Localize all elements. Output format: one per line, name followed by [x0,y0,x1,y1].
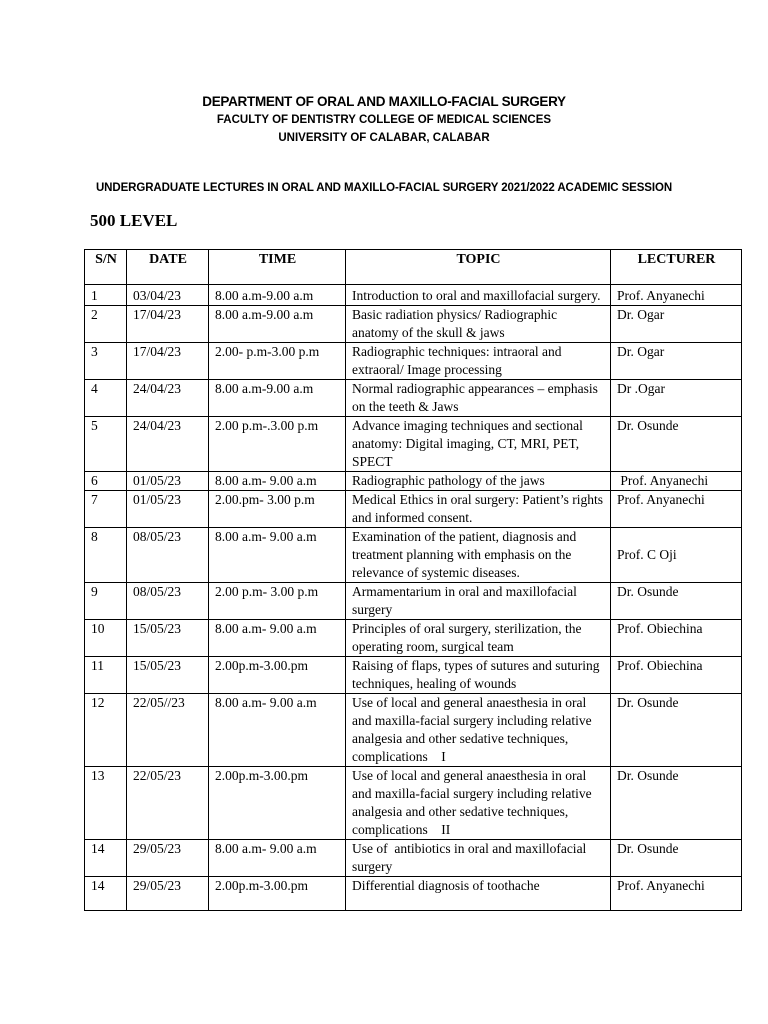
cell-date: 01/05/23 [127,491,209,528]
cell-lecturer: Dr. Ogar [611,343,742,380]
cell-lecturer: Prof. Obiechina [611,620,742,657]
cell-topic: Use of local and general anaesthesia in oral and maxilla-facial surgery including relative analgesia and other sedative techniques, complications II [346,767,611,840]
cell-time: 8.00 a.m-9.00 a.m [209,380,346,417]
cell-sn: 12 [85,694,127,767]
cell-date: 17/04/23 [127,306,209,343]
cell-topic: Radiographic pathology of the jaws [346,472,611,491]
table-row [85,491,742,528]
cell-date: 29/05/23 [127,840,209,877]
cell-sn: 6 [85,472,127,491]
cell-date: 01/05/23 [127,472,209,491]
cell-time: 8.00 a.m-9.00 a.m [209,285,346,306]
cell-time: 8.00 a.m- 9.00 a.m [209,528,346,583]
cell-lecturer: Prof. Anyanechi [611,491,742,528]
department-title: DEPARTMENT OF ORAL AND MAXILLO-FACIAL SURGERY [202,94,566,109]
cell-time: 2.00p.m-3.00.pm [209,767,346,840]
cell-topic: Use of antibiotics in oral and maxillofacial surgery [346,840,611,877]
university-title: UNIVERSITY OF CALABAR, CALABAR [278,132,490,144]
cell-lecturer: Dr. Osunde [611,417,742,472]
cell-topic: Medical Ethics in oral surgery: Patient’s rights and informed consent. [346,491,611,528]
cell-time: 2.00p.m-3.00.pm [209,657,346,694]
cell-time: 2.00.pm- 3.00 p.m [209,491,346,528]
cell-lecturer: Dr. Osunde [611,767,742,840]
table-row [85,417,742,472]
cell-date: 08/05/23 [127,583,209,620]
cell-topic: Normal radiographic appearances – emphasis on the teeth & Jaws [346,380,611,417]
table-row [85,694,742,767]
session-subtitle: UNDERGRADUATE LECTURES IN ORAL AND MAXILLO-FACIAL SURGERY 2021/2022 ACADEMIC SESSION [95,182,673,194]
table-row [85,840,742,877]
cell-lecturer: Prof. C Oji [611,528,742,583]
cell-sn: 5 [85,417,127,472]
cell-lecturer: Prof. Anyanechi [611,472,742,491]
column-header-sn: S/N [85,250,127,285]
table-row [85,380,742,417]
column-header-topic: TOPIC [346,250,611,285]
table-row [85,620,742,657]
table-row [85,343,742,380]
cell-topic: Differential diagnosis of toothache [346,877,611,911]
table-header-row [85,250,742,285]
cell-date: 15/05/23 [127,657,209,694]
cell-topic: Introduction to oral and maxillofacial surgery. [346,285,611,306]
faculty-title: FACULTY OF DENTISTRY COLLEGE OF MEDICAL SCIENCES [216,114,552,126]
cell-lecturer: Dr. Osunde [611,583,742,620]
cell-sn: 7 [85,491,127,528]
cell-topic: Raising of flaps, types of sutures and suturing techniques, healing of wounds [346,657,611,694]
column-header-lecturer: LECTURER [611,250,742,285]
cell-sn: 14 [85,840,127,877]
column-header-time: TIME [209,250,346,285]
cell-date: 22/05/23 [127,767,209,840]
cell-sn: 3 [85,343,127,380]
cell-sn: 2 [85,306,127,343]
cell-date: 17/04/23 [127,343,209,380]
cell-date: 29/05/23 [127,877,209,911]
table-row [85,583,742,620]
cell-sn: 10 [85,620,127,657]
table-row [85,877,742,911]
table-row [85,306,742,343]
cell-date: 03/04/23 [127,285,209,306]
cell-sn: 11 [85,657,127,694]
cell-time: 8.00 a.m- 9.00 a.m [209,840,346,877]
cell-lecturer: Prof. Obiechina [611,657,742,694]
cell-lecturer: Dr. Ogar [611,306,742,343]
cell-sn: 9 [85,583,127,620]
table-row [85,472,742,491]
cell-time: 2.00 p.m-.3.00 p.m [209,417,346,472]
cell-lecturer: Prof. Anyanechi [611,877,742,911]
cell-lecturer: Prof. Anyanechi [611,285,742,306]
cell-time: 8.00 a.m- 9.00 a.m [209,620,346,657]
cell-topic: Armamentarium in oral and maxillofacial surgery [346,583,611,620]
cell-sn: 4 [85,380,127,417]
table-row [85,657,742,694]
cell-topic: Basic radiation physics/ Radiographic anatomy of the skull & jaws [346,306,611,343]
table-row [85,528,742,583]
cell-lecturer: Dr .Ogar [611,380,742,417]
cell-topic: Advance imaging techniques and sectional anatomy: Digital imaging, CT, MRI, PET, SPECT [346,417,611,472]
cell-time: 8.00 a.m- 9.00 a.m [209,694,346,767]
table-row [85,285,742,306]
cell-topic: Principles of oral surgery, sterilization, the operating room, surgical team [346,620,611,657]
cell-sn: 13 [85,767,127,840]
cell-topic: Use of local and general anaesthesia in oral and maxilla-facial surgery including relative analgesia and other sedative techniques, complications I [346,694,611,767]
cell-time: 8.00 a.m-9.00 a.m [209,306,346,343]
cell-topic: Radiographic techniques: intraoral and extraoral/ Image processing [346,343,611,380]
cell-sn: 1 [85,285,127,306]
column-header-date: DATE [127,250,209,285]
cell-time: 2.00 p.m- 3.00 p.m [209,583,346,620]
cell-date: 08/05/23 [127,528,209,583]
cell-date: 24/04/23 [127,417,209,472]
cell-sn: 14 [85,877,127,911]
cell-time: 2.00p.m-3.00.pm [209,877,346,911]
table-row [85,767,742,840]
cell-sn: 8 [85,528,127,583]
cell-time: 8.00 a.m- 9.00 a.m [209,472,346,491]
cell-date: 24/04/23 [127,380,209,417]
level-heading: 500 LEVEL [90,211,178,230]
cell-lecturer: Dr. Osunde [611,840,742,877]
cell-lecturer: Dr. Osunde [611,694,742,767]
cell-topic: Examination of the patient, diagnosis and treatment planning with emphasis on the relevance of systemic diseases. [346,528,611,583]
cell-time: 2.00- p.m-3.00 p.m [209,343,346,380]
cell-date: 15/05/23 [127,620,209,657]
cell-date: 22/05//23 [127,694,209,767]
lecture-schedule-table [84,249,742,911]
